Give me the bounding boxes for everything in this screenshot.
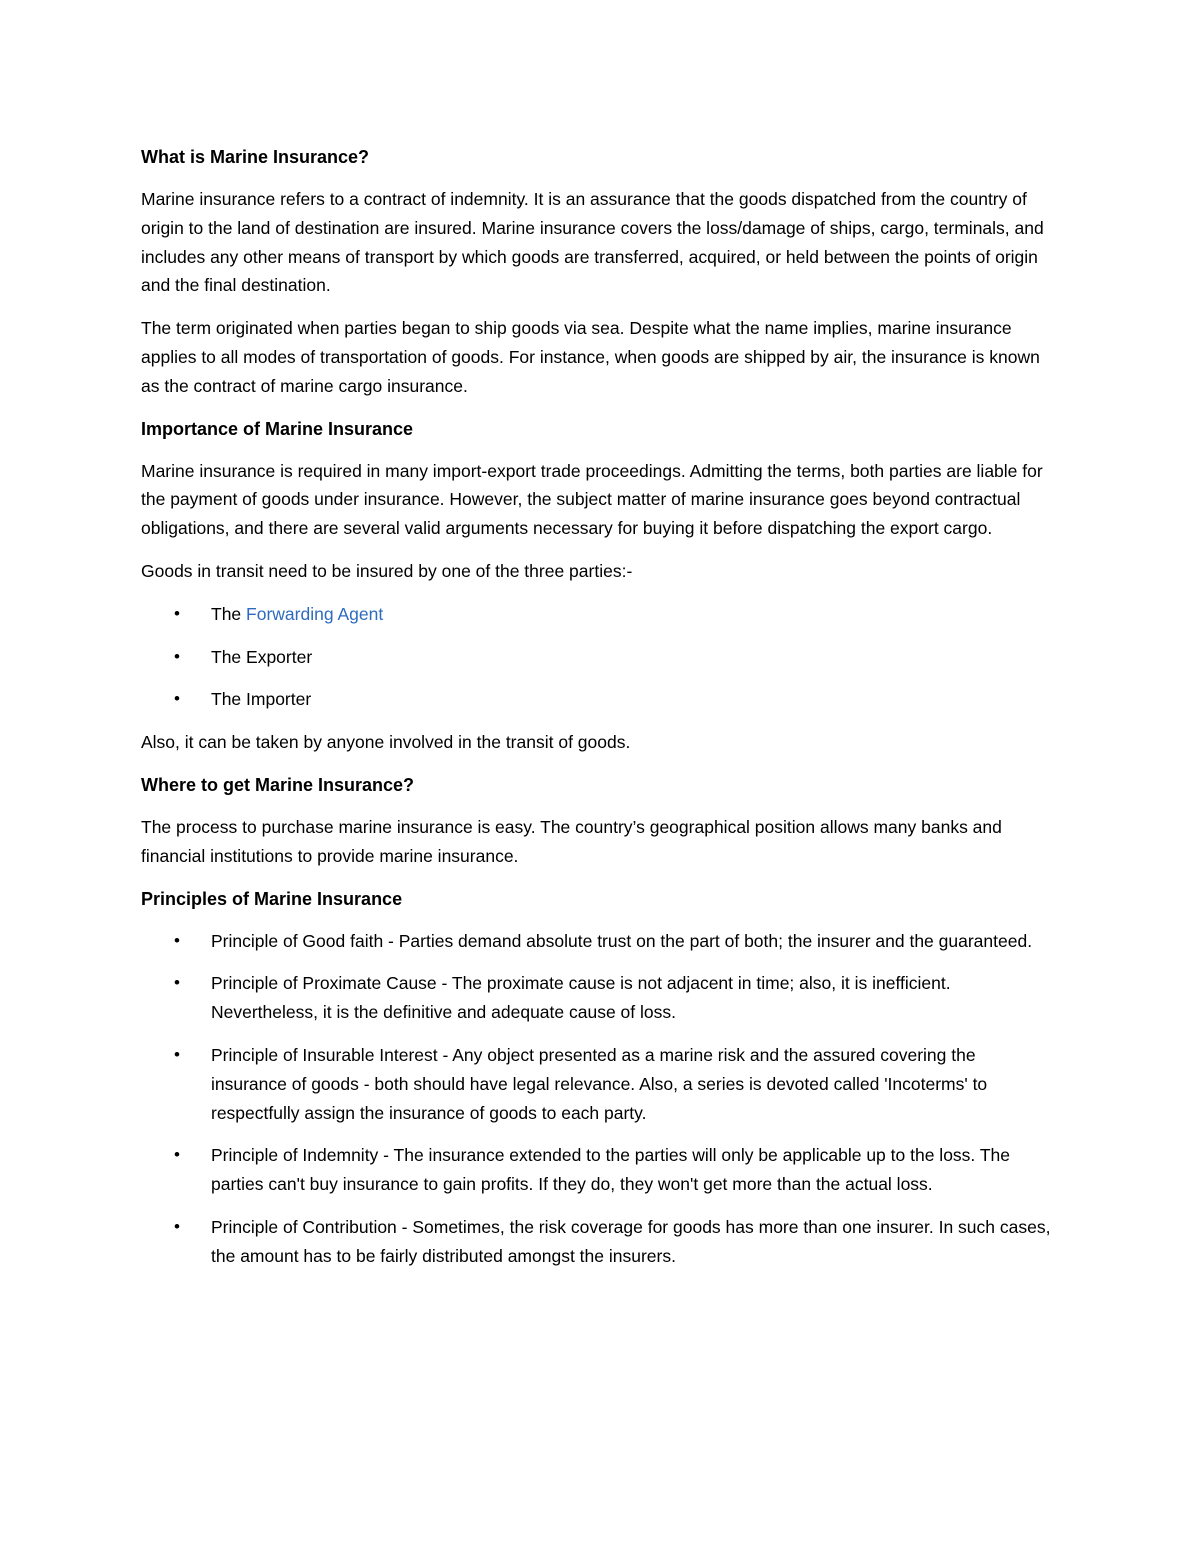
- list-item: [141, 1213, 1056, 1271]
- list-item-text: Principle of Good faith - Parties demand absolute trust on the part of both; the insurer and the guaranteed.: [211, 930, 1033, 951]
- list-item: [141, 969, 1056, 1027]
- paragraph-definition: Marine insurance refers to a contract of indemnity. It is an assurance that the goods dispatched from the country of origin to the land of destination are insured. Marine insurance covers the loss/damage of ships, cargo, terminals, and includes any other means of transport by which goods are transferred, acquired, or held between the points of origin and the final destination.: [141, 189, 1044, 296]
- heading-where-to-get: Where to get Marine Insurance?: [141, 774, 415, 795]
- parties-list: [141, 600, 1056, 714]
- document-page: [141, 143, 1056, 1285]
- bullet-icon: •: [174, 1145, 180, 1165]
- list-item-text: Principle of Insurable Interest - Any object presented as a marine risk and the assured covering the insurance of goods - both should have legal relevance. Also, a series is devoted called 'Incoterms' to respectfully assign the insurance of goods to each party.: [211, 1044, 988, 1123]
- list-item-text: The Exporter: [211, 646, 313, 667]
- bullet-icon: •: [174, 1216, 180, 1236]
- heading-importance: Importance of Marine Insurance: [141, 418, 414, 439]
- list-item-text: The Importer: [211, 689, 312, 710]
- paragraph-where: The process to purchase marine insurance is easy. The country’s geographical position allows many banks and financial institutions to provide marine insurance.: [141, 816, 1002, 866]
- bullet-icon: •: [174, 1044, 180, 1064]
- bullet-icon: •: [174, 603, 180, 623]
- list-item-text: Principle of Proximate Cause - The proximate cause is not adjacent in time; also, it is inefficient. Nevertheless, it is the definitive and adequate cause of loss.: [211, 973, 951, 1023]
- list-item: [141, 1041, 1056, 1127]
- list-item-prefix: The: [211, 603, 247, 624]
- list-item: [141, 1141, 1056, 1199]
- bullet-icon: •: [174, 689, 180, 709]
- bullet-icon: •: [174, 646, 180, 666]
- paragraph-anyone: Also, it can be taken by anyone involved in the transit of goods.: [141, 732, 631, 753]
- list-item: [141, 600, 1056, 629]
- paragraph-parties-intro: Goods in transit need to be insured by one of the three parties:-: [141, 560, 633, 581]
- paragraph-term-origin: The term originated when parties began to ship goods via sea. Despite what the name implies, marine insurance applies to all modes of transportation of goods. For instance, when goods are shipped by air, the insurance is known as the contract of marine cargo insurance.: [141, 318, 1040, 396]
- principles-list: [141, 927, 1056, 1271]
- bullet-icon: •: [174, 973, 180, 993]
- paragraph-importance: Marine insurance is required in many import-export trade proceedings. Admitting the terms, both parties are liable for the payment of goods under insurance. However, the subject matter of marine insurance goes beyond contractual obligations, and there are several valid arguments necessary for buying it before dispatching the export cargo.: [141, 460, 1043, 539]
- heading-what-is-marine-insurance: What is Marine Insurance?: [141, 147, 370, 167]
- forwarding-agent-link[interactable]: Forwarding Agent: [246, 603, 384, 624]
- bullet-icon: •: [174, 930, 180, 950]
- heading-principles: Principles of Marine Insurance: [141, 888, 403, 909]
- list-item: [141, 643, 1056, 672]
- list-item: [141, 685, 1056, 714]
- list-item-text: Principle of Indemnity - The insurance extended to the parties will only be applicable up to the loss. The parties can't buy insurance to gain profits. If they do, they won't get more than the actual loss.: [211, 1145, 1010, 1195]
- list-item: [141, 927, 1056, 956]
- list-item-text: Principle of Contribution - Sometimes, the risk coverage for goods has more than one insurer. In such cases, the amount has to be fairly distributed amongst the insurers.: [211, 1216, 1051, 1266]
